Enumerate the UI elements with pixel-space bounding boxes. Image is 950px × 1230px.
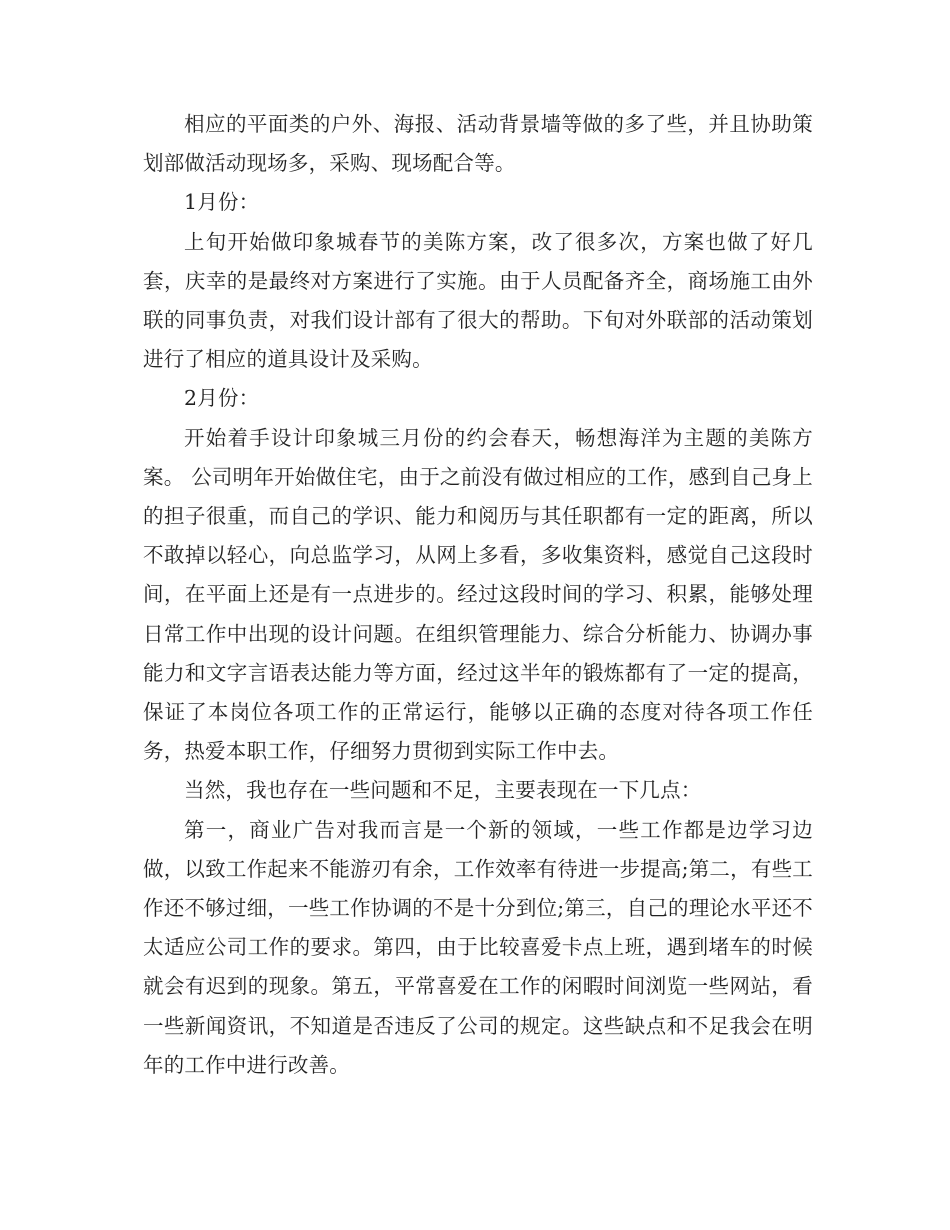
document-body [143, 105, 813, 1085]
paragraph-shortcomings-list: 第一，商业广告对我而言是一个新的领域，一些工作都是边学习边做，以致工作起来不能游刃有余，工作效率有待进一步提高;第二，有些工作还不够过细，一些工作协调的不是十分到位;第三，自己的理论水平还不太适应公司工作的要求。第四，由于比较喜爱卡点上班，遇到堵车的时候就会有迟到的现象。第五，平常喜爱在工作的闲暇时间浏览一些网站，看一些新闻资讯，不知道是否违反了公司的规定。这些缺点和不足我会在明年的工作中进行改善。 [143, 817, 813, 1077]
paragraph-intro: 相应的平面类的户外、海报、活动背景墙等做的多了些，并且协助策划部做活动现场多，采购、现场配合等。 [143, 112, 813, 176]
paragraph-january: 上旬开始做印象城春节的美陈方案，改了很多次，方案也做了好几套，庆幸的是最终对方案进行了实施。由于人员配备齐全，商场施工由外联的同事负责，对我们设计部有了很大的帮助。下旬对外联部的活动策划进行了相应的道具设计及采购。 [143, 229, 813, 372]
heading-january: 1月份： [184, 190, 260, 215]
paragraph-february: 开始着手设计印象城三月份的约会春天，畅想海洋为主题的美陈方案。 公司明年开始做住宅，由于之前没有做过相应的工作，感到自己身上的担子很重，而自己的学识、能力和阅历与其任职都有一定的距离，所以不敢掉以轻心，向总监学习，从网上多看，多收集资料，感觉自己这段时间，在平面上还是有一点进步的。经过这段时间的学习、积累，能够处理日常工作中出现的设计问题。在组织管理能力、综合分析能力、协调办事能力和文字言语表达能力等方面，经过这半年的锻炼都有了一定的提高，保证了本岗位各项工作的正常运行，能够以正确的态度对待各项工作任务，热爱本职工作，仔细努力贯彻到实际工作中去。 [143, 425, 813, 764]
heading-february: 2月份： [184, 386, 260, 411]
paragraph-shortcomings-intro: 当然，我也存在一些问题和不足，主要表现在一下几点： [184, 778, 702, 803]
